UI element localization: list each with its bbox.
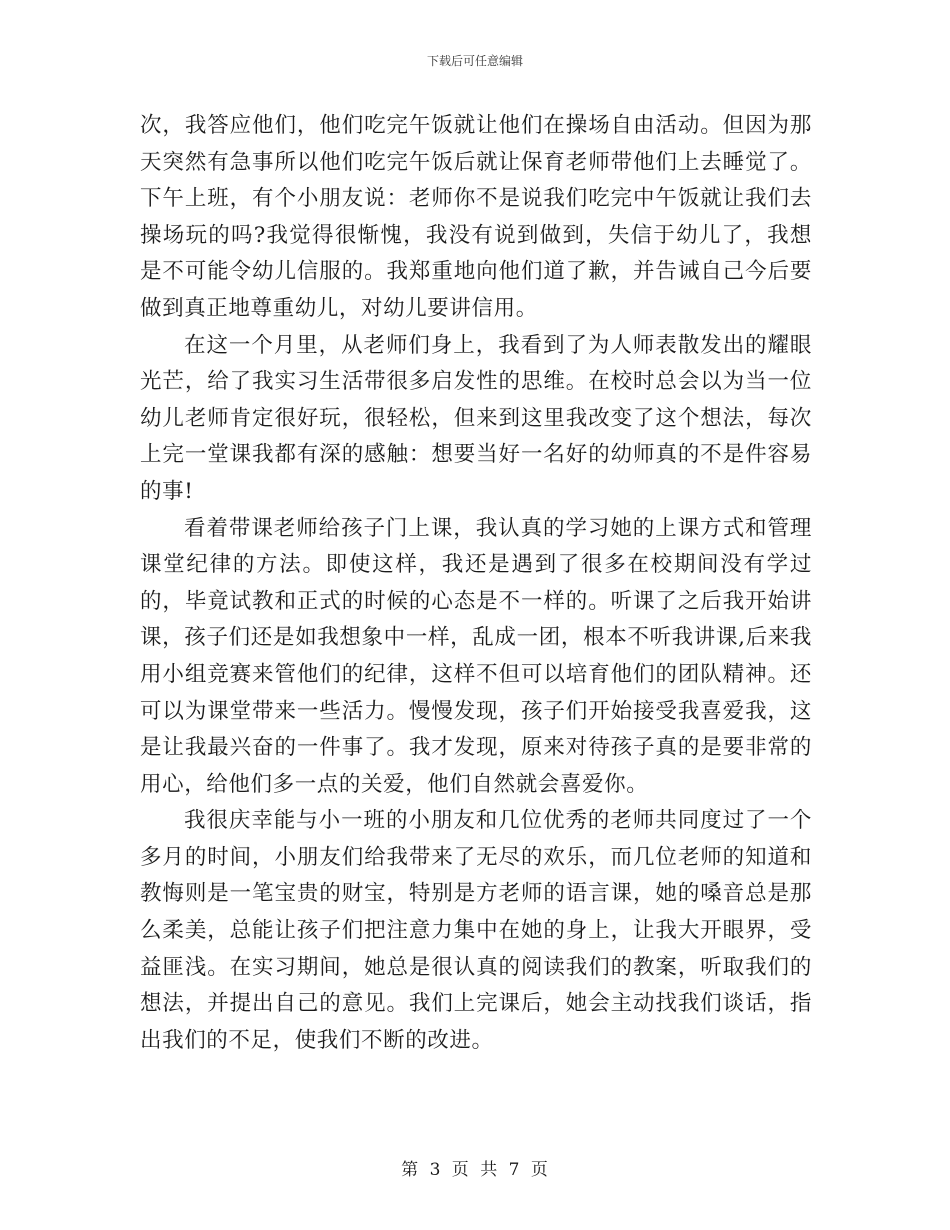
page-number-footer: 第 3 页 共 7 页 <box>401 1160 549 1180</box>
paragraph-1: 次，我答应他们，他们吃完午饭就让他们在操场自由活动。但因为那天突然有急事所以他们吃完午饭后就让保育老师带他们上去睡觉了。下午上班，有个小朋友说：老师你不是说我们吃完中午饭就让我们去操场玩的吗?我觉得很惭愧，我没有说到做到，失信于幼儿了，我想是不可能令幼儿信服的。我郑重地向他们道了歉，并告诫自己今后要做到真正地尊重幼儿，对幼儿要讲信用。 <box>140 113 812 321</box>
paragraph-3: 看着带课老师给孩子门上课，我认真的学习她的上课方式和管理课堂纪律的方法。即使这样，我还是遇到了很多在校期间没有学过的，毕竟试教和正式的时候的心态是不一样的。听课了之后我开始讲课，孩子们还是如我想象中一样，乱成一团，根本不听我讲课,后来我用小组竞赛来管他们的纪律，这样不但可以培育他们的团队精神。还可以为课堂带来一些活力。慢慢发现，孩子们开始接受我喜爱我，这是让我最兴奋的一件事了。我才发现，原来对待孩子真的是要非常的用心，给他们多一点的关爱，他们自然就会喜爱你。 <box>140 515 812 797</box>
page-header: 下载后可任意编辑 <box>426 54 523 68</box>
document-body <box>140 108 812 1059</box>
paragraph-2: 在这一个月里，从老师们身上，我看到了为人师表散发出的耀眼光芒，给了我实习生活带很多启发性的思维。在校时总会以为当一位幼儿老师肯定很好玩，很轻松，但来到这里我改变了这个想法，每次上完一堂课我都有深的感触：想要当好一名好的幼师真的不是件容易的事! <box>140 332 812 504</box>
paragraph-4: 我很庆幸能与小一班的小朋友和几位优秀的老师共同度过了一个多月的时间，小朋友们给我带来了无尽的欢乐，而几位老师的知道和教悔则是一笔宝贵的财宝，特别是方老师的语言课，她的嗓音总是那么柔美，总能让孩子们把注意力集中在她的身上，让我大开眼界，受益匪浅。在实习期间，她总是很认真的阅读我们的教案，听取我们的想法，并提出自己的意见。我们上完课后，她会主动找我们谈话，指出我们的不足，使我们不断的改进。 <box>140 808 812 1053</box>
